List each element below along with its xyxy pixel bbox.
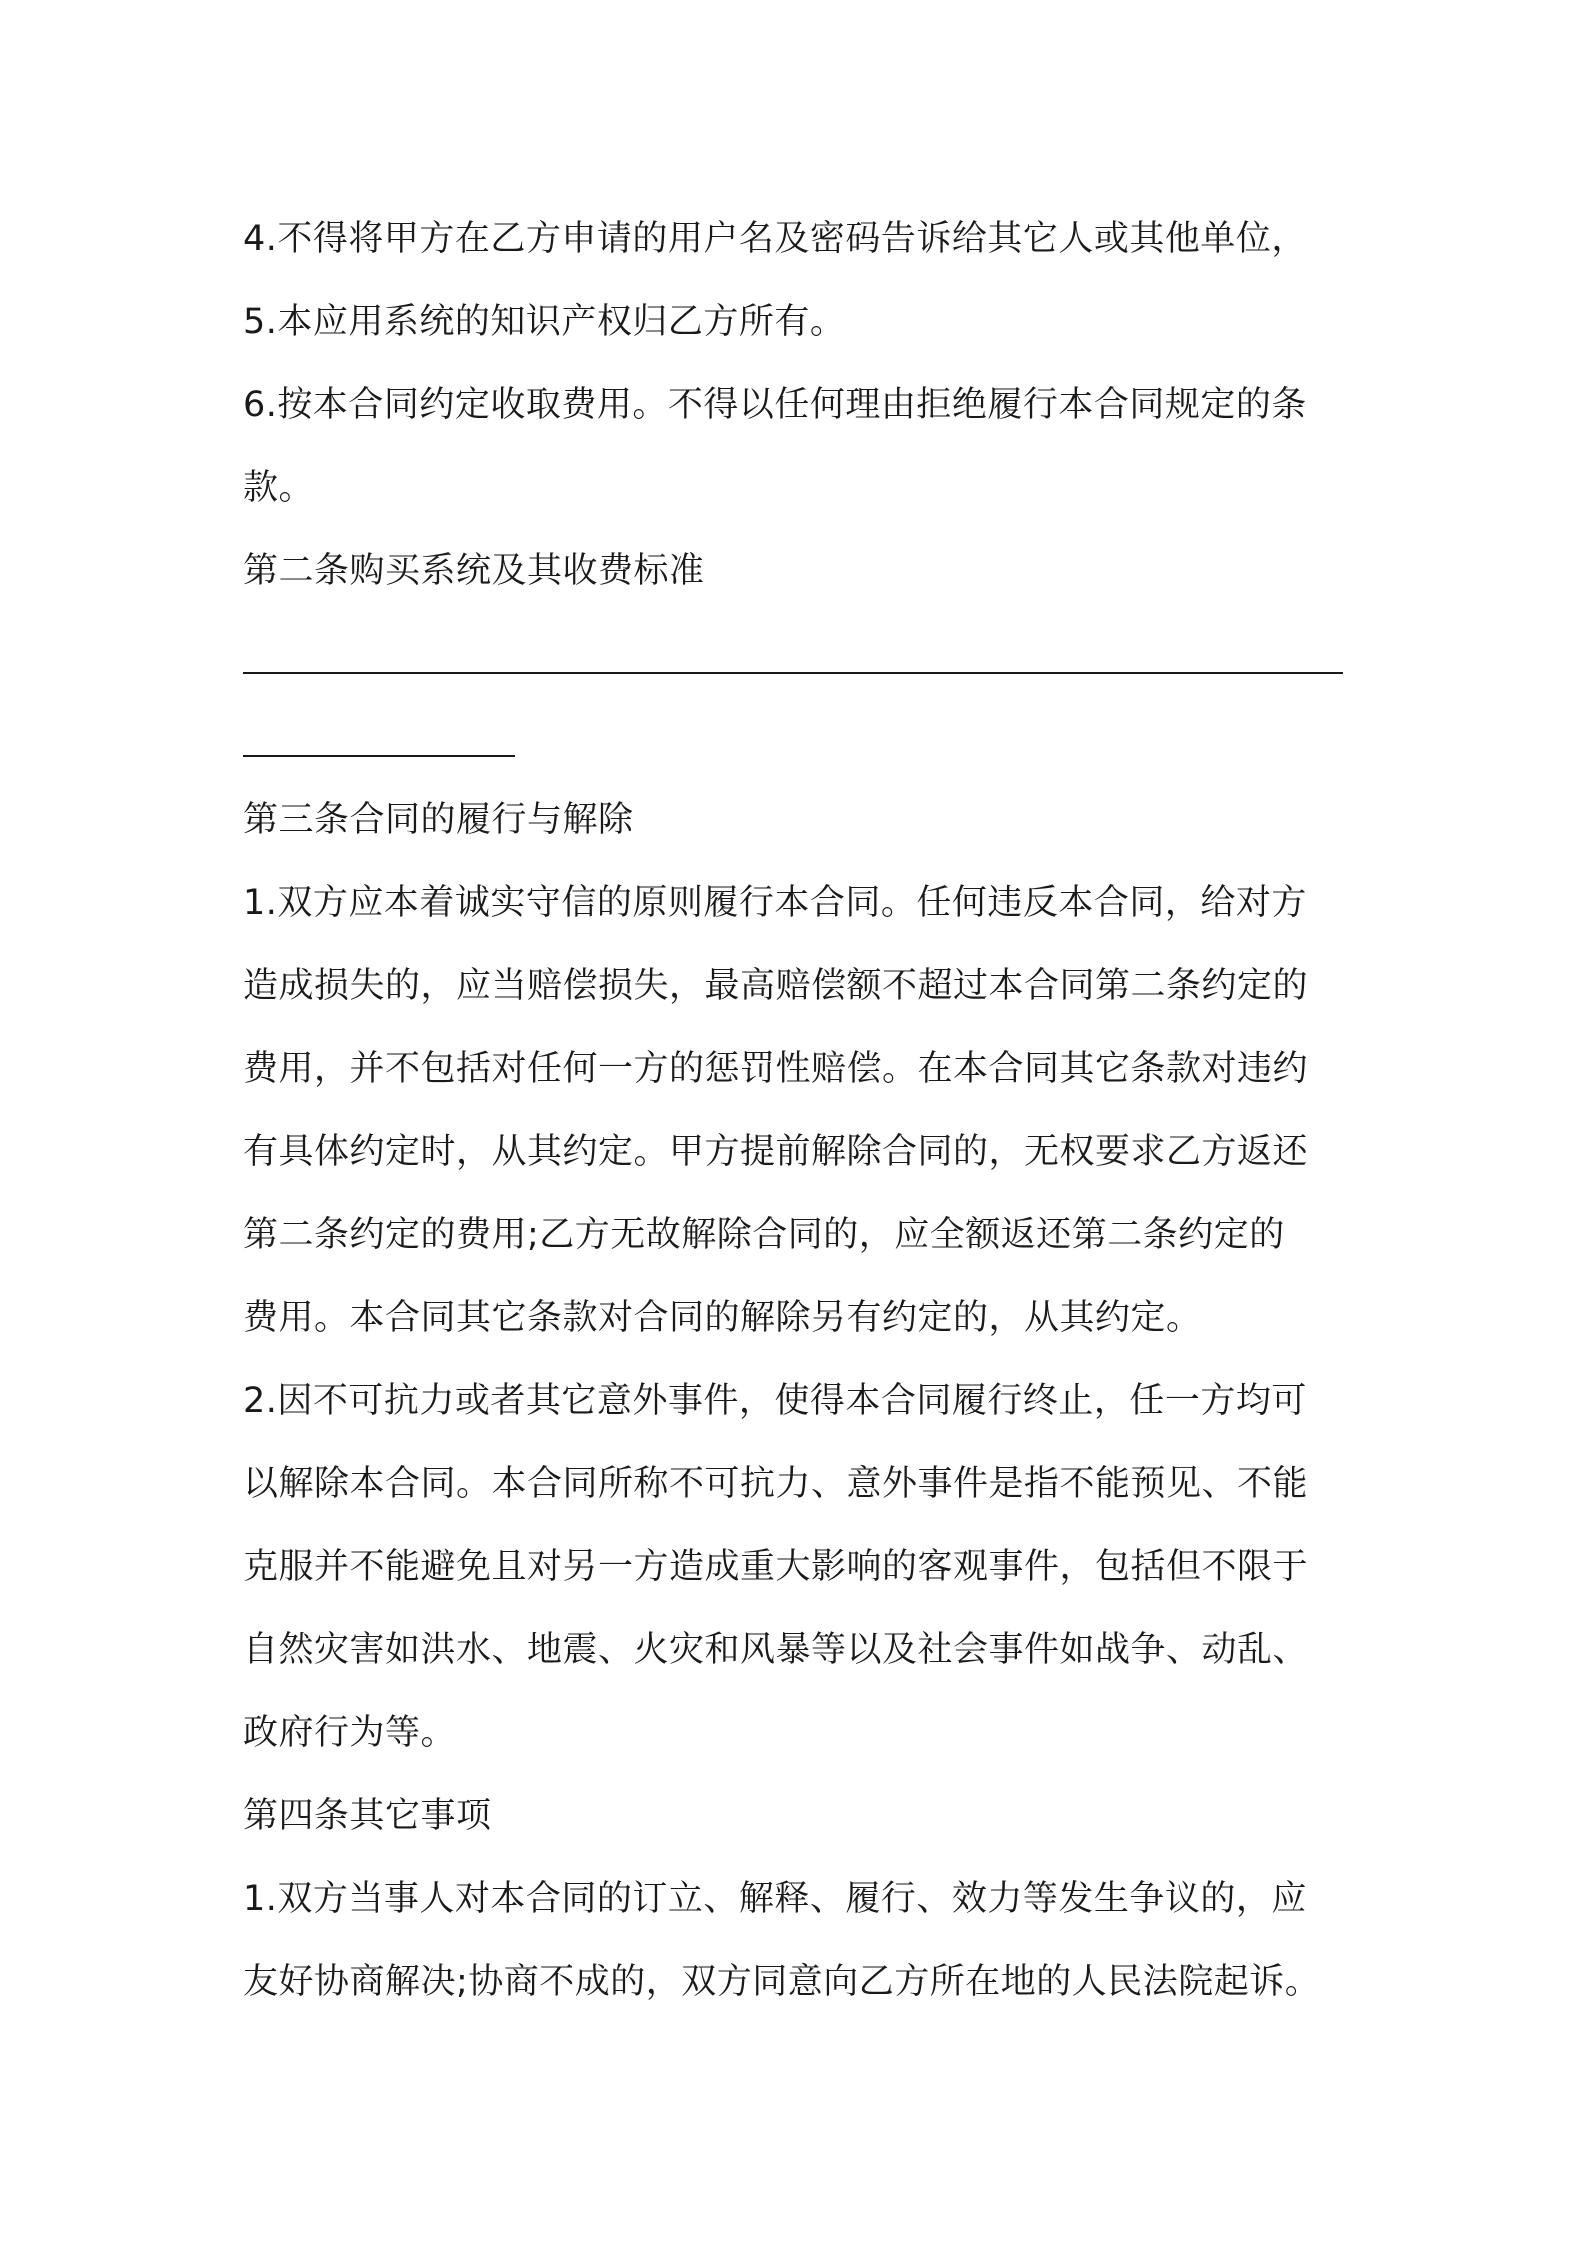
clause-line: 有具体约定时，从其约定。甲方提前解除合同的，无权要求乙方返还 <box>243 1132 1309 1172</box>
clause-line: 费用。本合同其它条款对合同的解除另有约定的，从其约定。 <box>243 1298 1202 1338</box>
clause-line: 5.本应用系统的知识产权归乙方所有。 <box>243 302 846 342</box>
clause-line: 1.双方当事人对本合同的订立、解释、履行、效力等发生争议的，应 <box>243 1879 1307 1919</box>
clause-line: 克服并不能避免且对另一方造成重大影响的客观事件，包括但不限于 <box>243 1547 1309 1587</box>
clause-line: 以解除本合同。本合同所称不可抗力、意外事件是指不能预见、不能 <box>243 1464 1309 1504</box>
clause-line: 6.按本合同约定收取费用。不得以任何理由拒绝履行本合同规定的条 <box>243 385 1307 425</box>
fill-in-underline <box>243 672 1343 674</box>
fill-in-underline <box>243 755 515 757</box>
clause-line: 第二条约定的费用;乙方无故解除合同的，应全额返还第二条约定的 <box>243 1215 1285 1255</box>
clause-line: 费用，并不包括对任何一方的惩罚性赔偿。在本合同其它条款对违约 <box>243 1049 1309 1089</box>
clause-line: 4.不得将甲方在乙方申请的用户名及密码告诉给其它人或其他单位， <box>243 219 1307 259</box>
clause-line: 1.双方应本着诚实守信的原则履行本合同。任何违反本合同，给对方 <box>243 883 1307 923</box>
contract-text <box>243 198 1363 2024</box>
clause-line: 2.因不可抗力或者其它意外事件，使得本合同履行终止，任一方均可 <box>243 1381 1307 1421</box>
section-heading: 第四条其它事项 <box>243 1796 492 1836</box>
clause-line: 友好协商解决;协商不成的，双方同意向乙方所在地的人民法院起诉。 <box>243 1962 1321 2002</box>
fill-in-blank <box>243 613 1363 696</box>
section-heading: 第二条购买系统及其收费标准 <box>243 551 705 591</box>
section-heading: 第三条合同的履行与解除 <box>243 800 634 840</box>
clause-line: 款。 <box>243 468 315 508</box>
clause-line: 造成损失的，应当赔偿损失，最高赔偿额不超过本合同第二条约定的 <box>243 966 1309 1006</box>
clause-line: 自然灾害如洪水、地震、火灾和风暴等以及社会事件如战争、动乱、 <box>243 1630 1309 1670</box>
clause-line: 政府行为等。 <box>243 1713 457 1753</box>
fill-in-blank <box>243 696 1363 779</box>
